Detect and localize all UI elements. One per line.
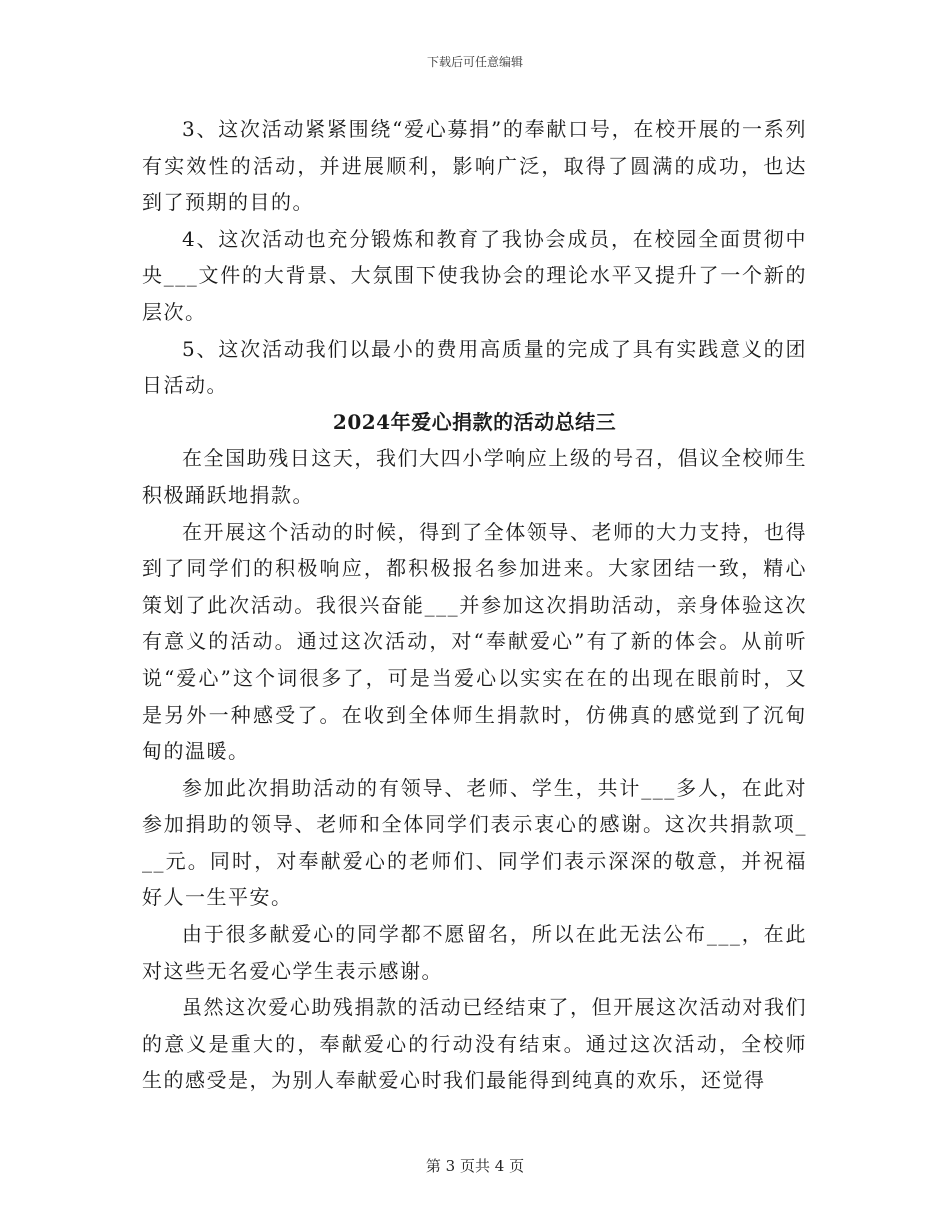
- document-body: [142, 111, 807, 1099]
- paragraph: 在开展这个活动的时候，得到了全体领导、老师的大力支持，也得到了同学们的积极响应，都积极报名参加进来。大家团结一致，精心策划了此次活动。我很兴奋能___并参加这次捐助活动，亲身体验这次有意义的活动。通过这次活动，对“奉献爱心”有了新的体会。从前听说“爱心”这个词很多了，可是当爱心以实实在在的出现在眼前时，又是另外一种感受了。在收到全体师生捐款时，仿佛真的感觉到了沉甸甸的温暖。: [142, 519, 807, 764]
- paragraph: 在全国助残日这天，我们大四小学响应上级的号召，倡议全校师生积极踊跃地捐款。: [142, 446, 807, 507]
- page-number-footer: 第 3 页共 4 页: [425, 1157, 525, 1175]
- paragraph: 参加此次捐助活动的有领导、老师、学生，共计___多人，在此对参加捐助的领导、老师和全体同学们表示衷心的感谢。这次共捐款项___元。同时，对奉献爱心的老师们、同学们表示深深的敬意，并祝福好人一生平安。: [142, 775, 807, 910]
- section-title: 2024年爱心捐款的活动总结三: [332, 409, 617, 434]
- paragraph: 4、这次活动也充分锻炼和教育了我协会成员，在校园全面贯彻中央___文件的大背景、大氛围下使我协会的理论水平又提升了一个新的层次。: [142, 226, 807, 324]
- paragraph: 虽然这次爱心助残捐款的活动已经结束了，但开展这次活动对我们的意义是重大的，奉献爱心的行动没有结束。通过这次活动，全校师生的感受是，为别人奉献爱心时我们最能得到纯真的欢乐，还觉得: [142, 995, 807, 1093]
- paragraph: 由于很多献爱心的同学都不愿留名，所以在此无法公布___，在此对这些无名爱心学生表示感谢。: [142, 922, 807, 983]
- paragraph: 3、这次活动紧紧围绕“爱心募捐”的奉献口号，在校开展的一系列有实效性的活动，并进展顺利，影响广泛，取得了圆满的成功，也达到了预期的目的。: [142, 117, 807, 215]
- page-header: 下载后可任意编辑: [426, 55, 523, 69]
- paragraph: 5、这次活动我们以最小的费用高质量的完成了具有实践意义的团日活动。: [142, 336, 807, 398]
